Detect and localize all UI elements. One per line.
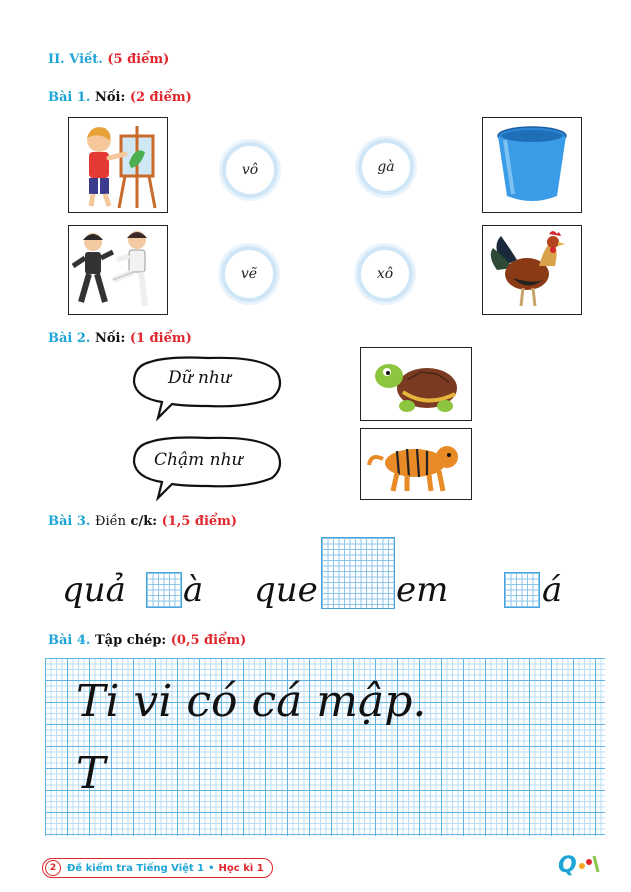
page-footer [42, 858, 273, 878]
bai1-points: (2 điểm) [129, 90, 192, 105]
svg-text:Q: Q [558, 853, 577, 878]
bai4-heading [48, 633, 246, 648]
word-ga: gà [377, 159, 395, 175]
blank-box-1[interactable] [146, 572, 182, 608]
word-ve: vẽ [240, 266, 258, 282]
bai1-number: Bài 1. [48, 90, 91, 105]
word-vo: vô [241, 162, 259, 178]
phrase-du-nhu: Dữ như [168, 368, 231, 388]
blank-box-3[interactable] [504, 572, 540, 608]
publisher-logo [556, 850, 604, 878]
bai2-number: Bài 2. [48, 331, 91, 346]
blue-bucket-picture[interactable] [482, 117, 582, 213]
footer-term: Học kì 1 [218, 862, 264, 874]
bucket-icon [483, 118, 581, 212]
bai3-word-1-after: à [183, 570, 204, 610]
bai3-task-bold: c/k: [130, 514, 158, 529]
bai4-task: Tập chép: [94, 633, 167, 648]
bai3-number: Bài 3. [48, 514, 91, 529]
turtle-icon [361, 348, 471, 420]
bai3-task-plain: Điền [94, 514, 127, 529]
bai3-heading [48, 514, 237, 529]
bai2-points: (1 điểm) [129, 331, 192, 346]
section-heading [48, 52, 169, 67]
turtle-picture[interactable] [360, 347, 472, 421]
bai4-points: (0,5 điểm) [170, 633, 247, 648]
bai4-number: Bài 4. [48, 633, 91, 648]
boy-painting-icon [69, 118, 167, 212]
bai3-points: (1,5 điểm) [161, 514, 238, 529]
bai1-task: Nối: [94, 90, 126, 105]
bai3-word-3-after: á [542, 570, 563, 610]
copy-line-1: Ti vi có cá mập. [76, 676, 427, 727]
word-bubble-ve[interactable] [225, 250, 273, 298]
section-points: (5 điểm) [107, 52, 170, 67]
speech-bubble-du-nhu[interactable] [128, 352, 286, 422]
tiger-picture[interactable] [360, 428, 472, 500]
boy-painting-picture[interactable] [68, 117, 168, 213]
tiger-icon [361, 429, 471, 499]
page-number: 2 [45, 860, 61, 876]
phrase-cham-nhu: Chậm như [154, 450, 243, 470]
word-xo: xô [376, 266, 394, 282]
bai2-heading [48, 331, 192, 346]
martial-arts-kids-picture[interactable] [68, 225, 168, 315]
footer-title: Đề kiểm tra Tiếng Việt 1 [67, 862, 205, 874]
word-bubble-xo[interactable] [361, 250, 409, 298]
bai3-word-1-before: quả [62, 570, 126, 610]
word-bubble-vo[interactable] [226, 146, 274, 194]
rooster-icon [483, 226, 581, 314]
bai3-word-2-after: em [396, 570, 449, 610]
bai3-word-2-before: que [254, 570, 318, 610]
section-prefix: II. Viết. [48, 52, 103, 67]
speech-bubble-cham-nhu[interactable] [128, 432, 286, 502]
bai2-task: Nối: [94, 331, 126, 346]
footer-separator: • [208, 862, 215, 874]
martial-arts-icon [69, 226, 167, 314]
rooster-picture[interactable] [482, 225, 582, 315]
logo-icon [556, 850, 604, 878]
bai1-heading [48, 90, 192, 105]
blank-box-2[interactable] [321, 537, 395, 609]
word-bubble-ga[interactable] [362, 143, 410, 191]
copy-line-2: T [76, 748, 106, 799]
